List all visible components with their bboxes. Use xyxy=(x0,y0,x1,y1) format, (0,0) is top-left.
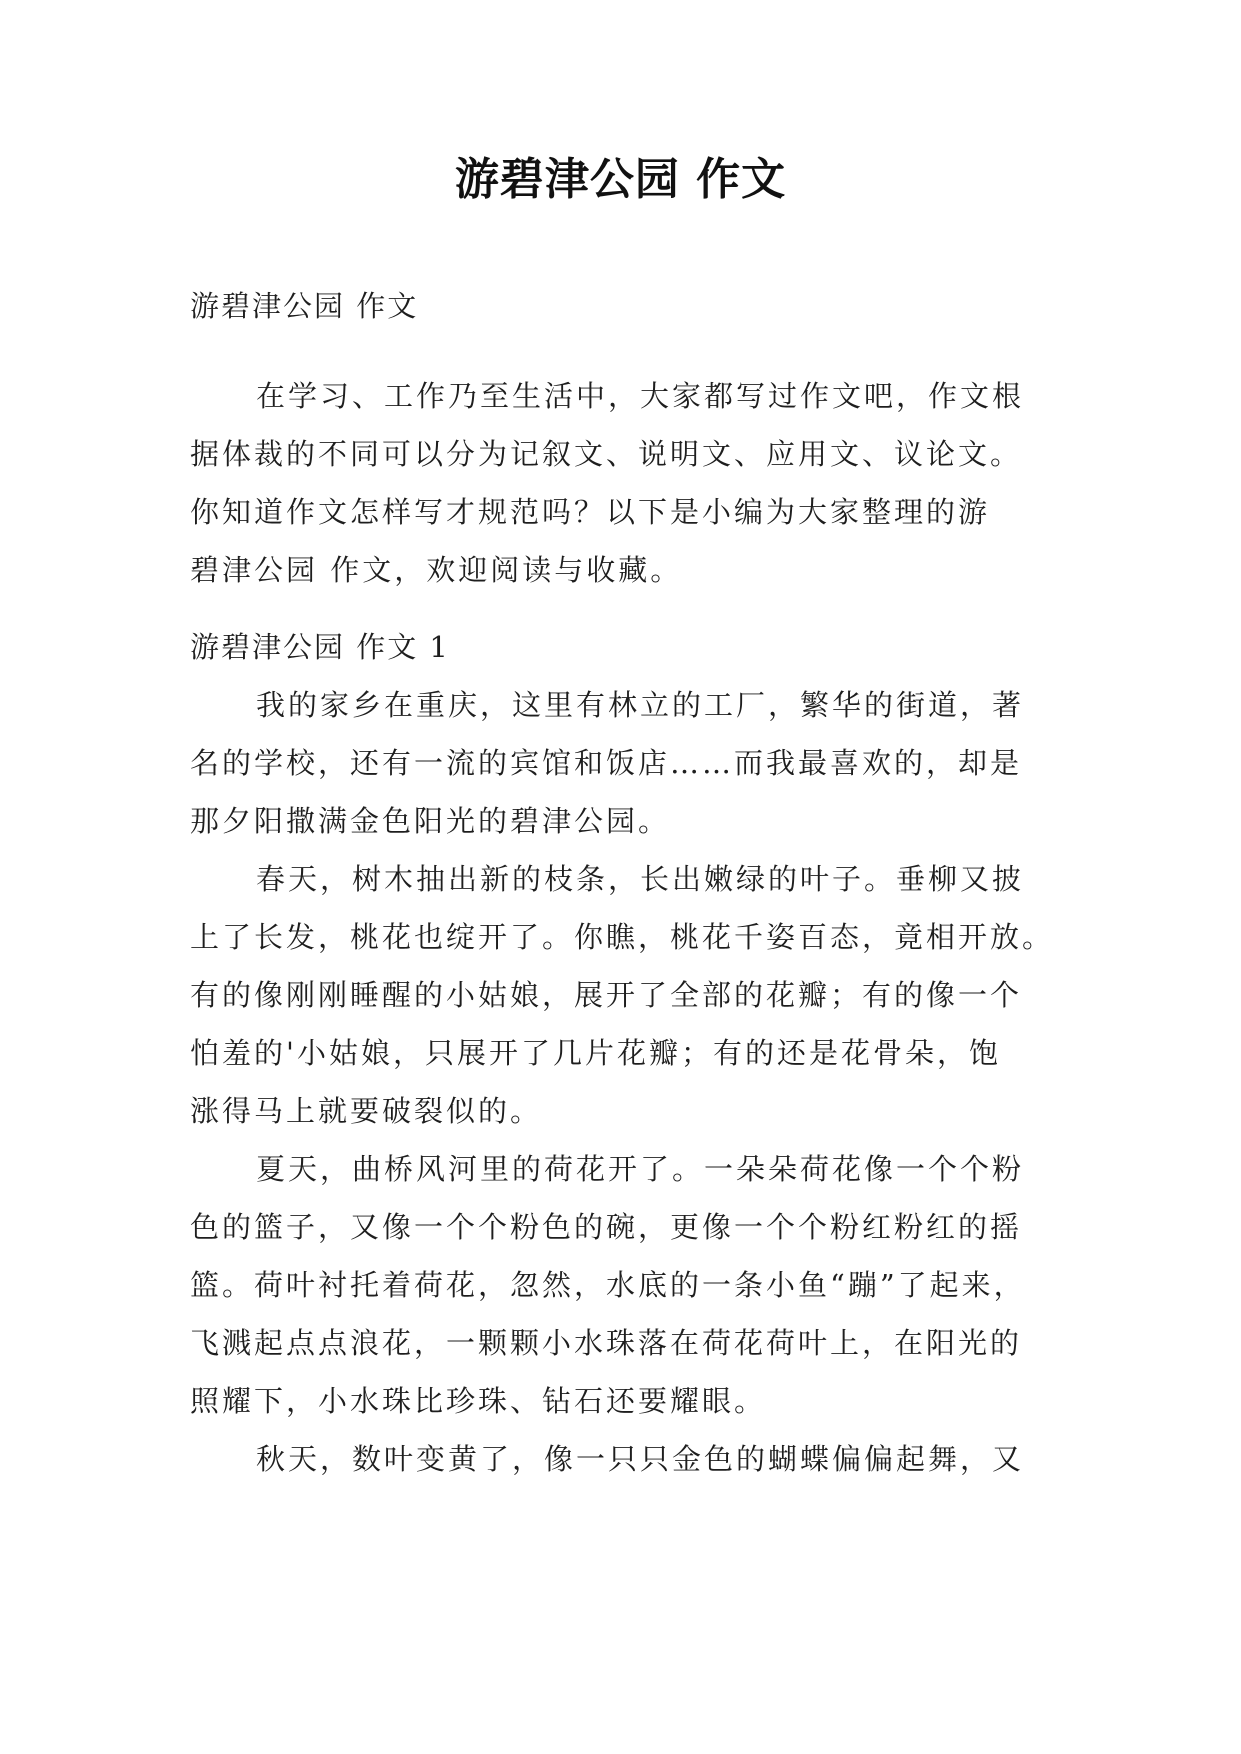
paragraph-line: 飞溅起点点浪花，一颗颗小水珠落在荷花荷叶上，在阳光的 xyxy=(190,1326,1023,1360)
paragraph-line: 春天，树木抽出新的枝条，长出嫩绿的叶子。垂柳又披 xyxy=(256,862,1025,896)
paragraph-line: 怕羞的'小姑娘，只展开了几片花瓣；有的还是花骨朵，饱 xyxy=(190,1036,1001,1070)
paragraph-line: 我的家乡在重庆，这里有林立的工厂，繁华的街道，著 xyxy=(256,688,1025,722)
paragraph-line: 夏天，曲桥风河里的荷花开了。一朵朵荷花像一个个粉 xyxy=(256,1152,1025,1186)
section-heading: 游碧津公园 作文 1 xyxy=(190,630,450,664)
paragraph-line: 色的篮子，又像一个个粉色的碗，更像一个个粉红粉红的摇 xyxy=(190,1210,1023,1244)
paragraph-line: 秋天，数叶变黄了，像一只只金色的蝴蝶偏偏起舞，又 xyxy=(256,1442,1025,1476)
paragraph-line: 那夕阳撒满金色阳光的碧津公园。 xyxy=(190,804,671,838)
paragraph-line: 名的学校，还有一流的宾馆和饭店……而我最喜欢的，却是 xyxy=(190,746,1023,780)
paragraph-autumn xyxy=(190,1430,1070,1488)
paragraph-spring xyxy=(190,850,1070,1140)
document-subtitle-block xyxy=(190,277,1070,335)
document-subtitle: 游碧津公园 作文 xyxy=(190,289,419,323)
intro-paragraph xyxy=(190,367,1070,599)
paragraph-line: 篮。荷叶衬托着荷花，忽然，水底的一条小鱼“蹦”了起来， xyxy=(190,1268,1026,1302)
paragraph-hometown xyxy=(190,676,1070,850)
essay-body xyxy=(190,676,1070,1488)
section-heading-block xyxy=(190,618,1070,676)
intro-line: 在学习、工作乃至生活中，大家都写过作文吧，作文根 xyxy=(256,379,1025,413)
paragraph-line: 有的像刚刚睡醒的小姑娘，展开了全部的花瓣；有的像一个 xyxy=(190,978,1023,1012)
paragraph-line: 照耀下，小水珠比珍珠、钻石还要耀眼。 xyxy=(190,1384,767,1418)
intro-line: 你知道作文怎样写才规范吗？以下是小编为大家整理的游 xyxy=(190,495,991,529)
paragraph-line: 涨得马上就要破裂似的。 xyxy=(190,1094,543,1128)
paragraph-summer xyxy=(190,1140,1070,1430)
paragraph-line: 上了长发，桃花也绽开了。你瞧，桃花千姿百态，竟相开放。 xyxy=(190,920,1055,954)
document-title: 游碧津公园 作文 xyxy=(454,154,787,205)
intro-line: 碧津公园 作文，欢迎阅读与收藏。 xyxy=(190,553,683,587)
intro-line: 据体裁的不同可以分为记叙文、说明文、应用文、议论文。 xyxy=(190,437,1023,471)
